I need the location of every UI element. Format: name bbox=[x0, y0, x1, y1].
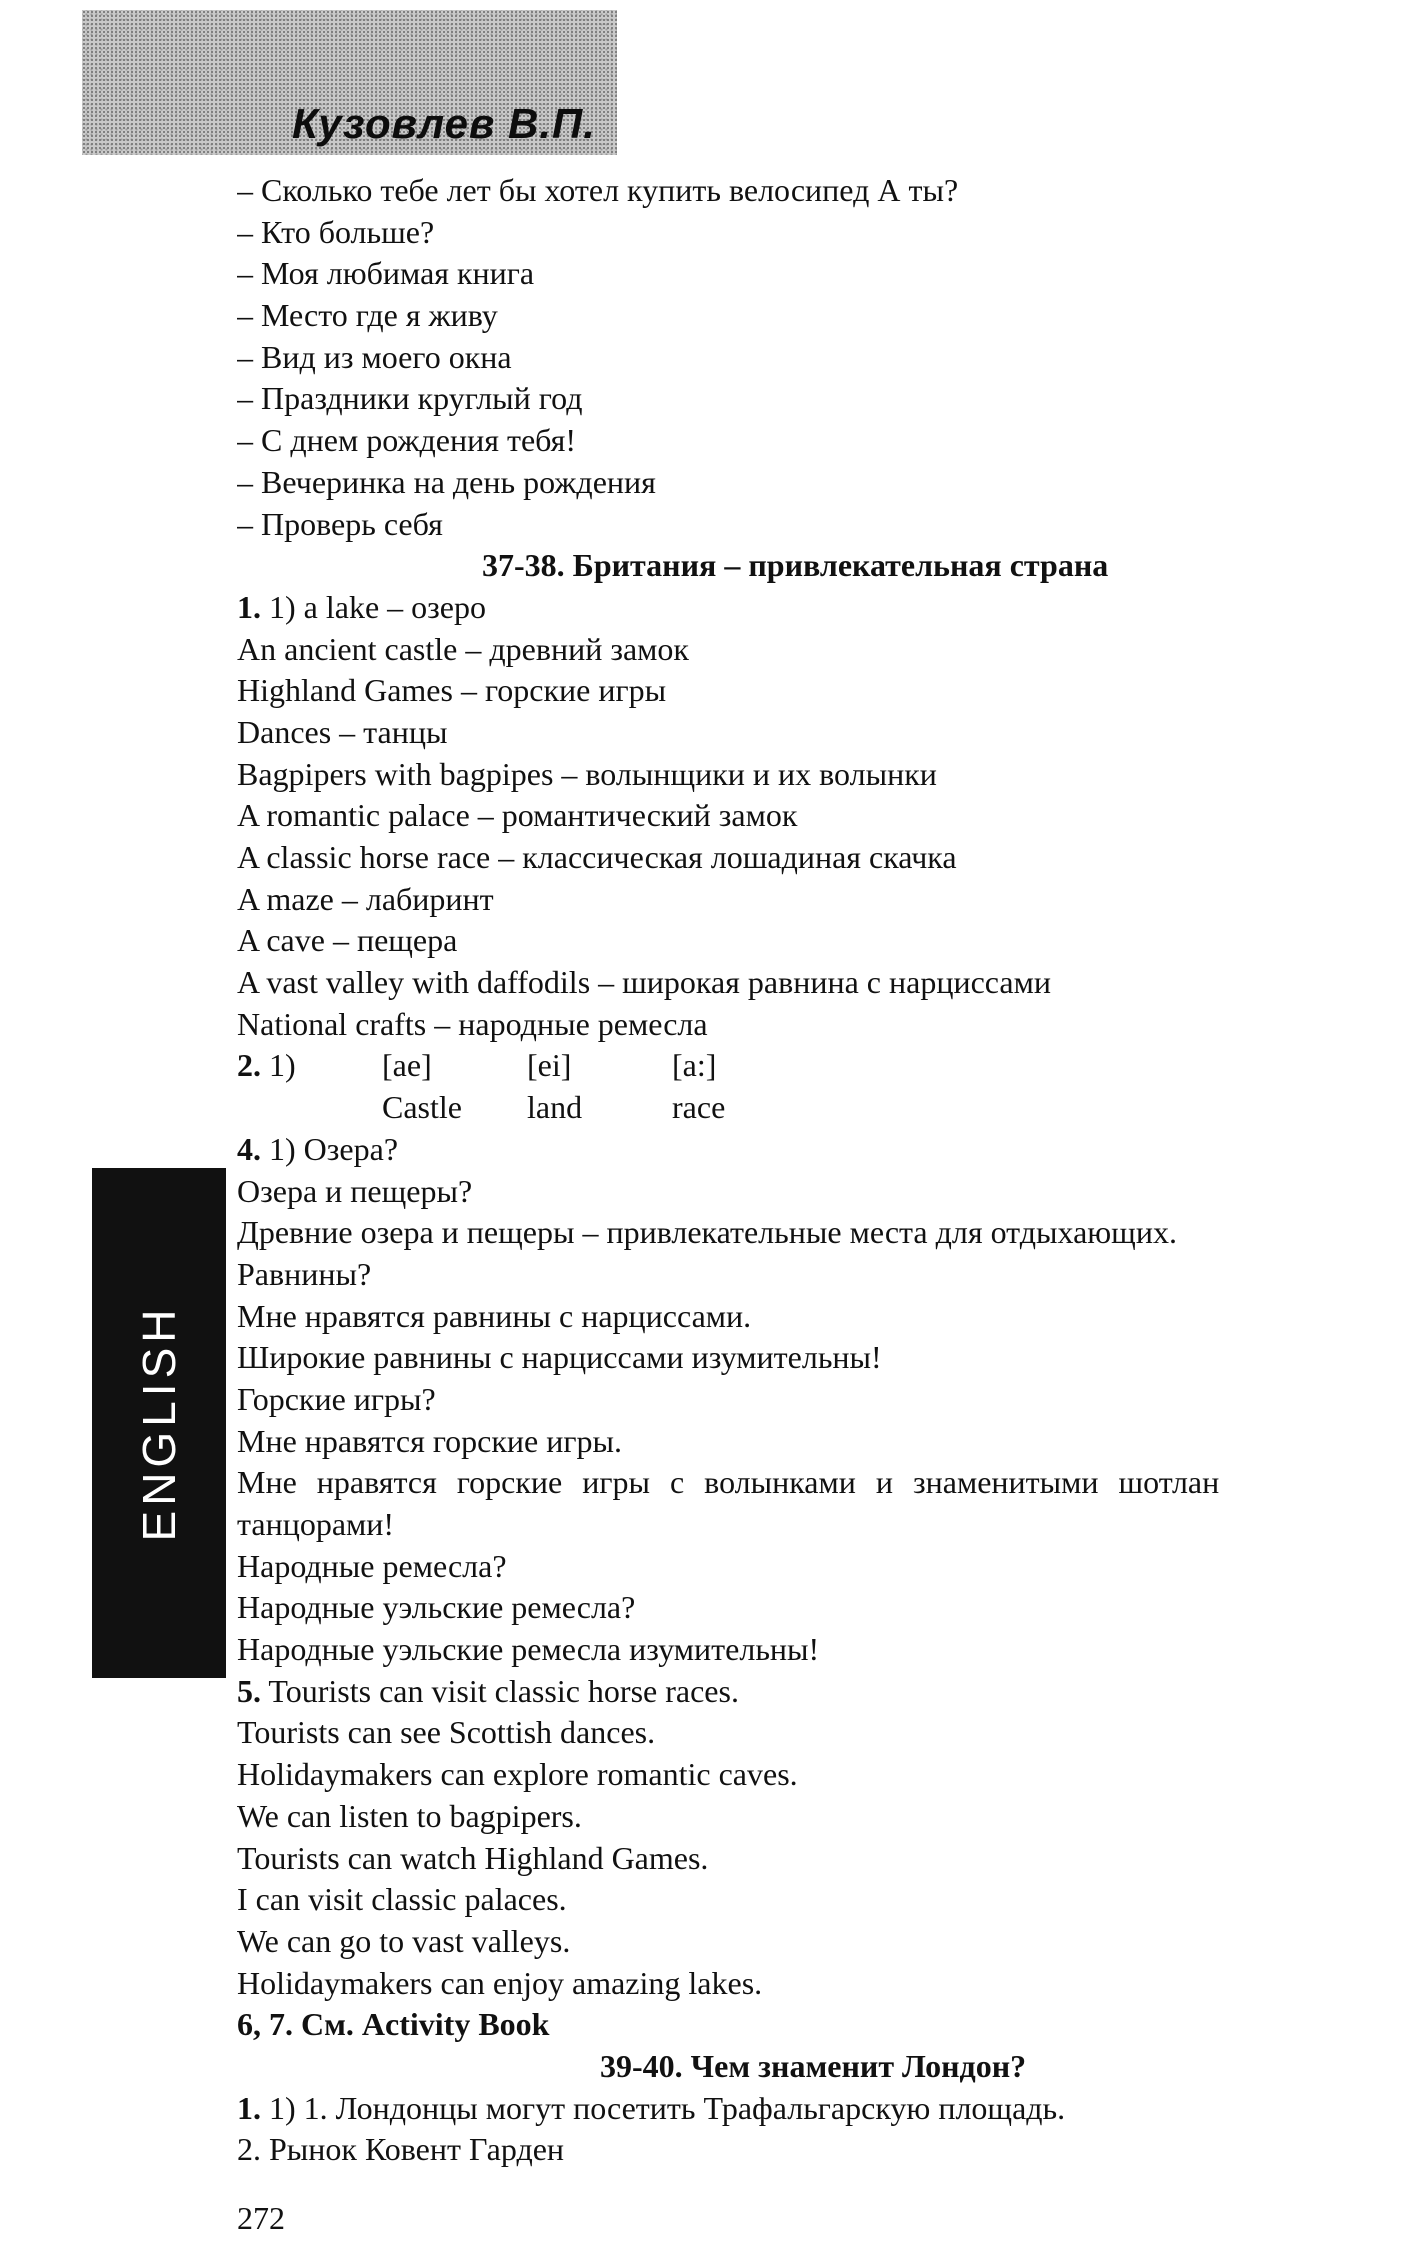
vocab-line: National crafts – народные ремесла bbox=[237, 1005, 708, 1042]
exercise-text: 1) Озера? bbox=[261, 1130, 399, 1167]
dialogue-line: Горские игры? bbox=[237, 1380, 436, 1417]
dialogue-line: Мне нравятся равнины с нарциссами. bbox=[237, 1297, 752, 1334]
phoneme-word: land bbox=[527, 1089, 583, 1126]
side-tab-label: ENGLISH bbox=[133, 1304, 185, 1542]
intro-line: – Место где я живу bbox=[237, 297, 498, 334]
exercise-5-first bbox=[237, 1671, 1337, 1713]
sentence-line: Holidaymakers can enjoy amazing lakes. bbox=[237, 1964, 763, 2001]
intro-line: – Кто больше? bbox=[237, 213, 435, 250]
dialogue-line: Озера и пещеры? bbox=[237, 1172, 473, 1209]
vocab-line: A romantic palace – романтический замок bbox=[237, 797, 798, 834]
header-band bbox=[82, 10, 617, 155]
sentence-line: I can visit classic palaces. bbox=[237, 1881, 567, 1918]
exercise-number: 2. bbox=[237, 1047, 261, 1084]
phoneme: [ei] bbox=[527, 1047, 572, 1084]
dialogue-line: Народные ремесла? bbox=[237, 1547, 507, 1584]
sentence-line: 2. Рынок Ковент Гарден bbox=[237, 2131, 565, 2168]
sentence-line: Tourists can see Scottish dances. bbox=[237, 1714, 656, 1751]
page-content bbox=[237, 170, 1337, 2171]
dialogue-line: танцорами! bbox=[237, 1506, 395, 1542]
section-heading: 39-40. Чем знаменит Лондон? bbox=[600, 2047, 1027, 2084]
exercise-6-7: 6, 7. См. Activity Book bbox=[237, 2006, 550, 2043]
intro-line: – С днем рождения тебя! bbox=[237, 422, 577, 459]
dialogue-line: Мне нравятся горские игры с волынками и знаменитыми шотлан bbox=[237, 1464, 1220, 1501]
dialogue-line: Равнины? bbox=[237, 1255, 372, 1292]
exercise-number: 4. bbox=[237, 1130, 261, 1167]
exercise-2-words bbox=[237, 1087, 1337, 1129]
dialogue-line: Мне нравятся горские игры. bbox=[237, 1422, 622, 1459]
exercise-2-phonemes bbox=[237, 1045, 1337, 1087]
exercise-1-first bbox=[237, 2088, 1337, 2130]
sentence-line: We can listen to bagpipers. bbox=[237, 1797, 582, 1834]
intro-line: – Вид из моего окна bbox=[237, 338, 512, 375]
exercise-subnumber: 1) bbox=[261, 1047, 296, 1084]
dialogue-line: Народные уэльские ремесла? bbox=[237, 1589, 636, 1626]
dialogue-line: Широкие равнины с нарциссами изумительны! bbox=[237, 1339, 882, 1376]
exercise-number: 1. bbox=[237, 588, 261, 625]
sentence-line: We can go to vast valleys. bbox=[237, 1922, 571, 1959]
intro-line: – Проверь себя bbox=[237, 505, 443, 542]
exercise-text: Tourists can visit classic horse races. bbox=[261, 1672, 739, 1709]
exercise-text: 1) a lake – озеро bbox=[261, 588, 486, 625]
exercise-text: 1) 1. Лондонцы могут посетить Трафальгарскую площадь. bbox=[261, 2089, 1066, 2126]
exercise-number: 1. bbox=[237, 2089, 261, 2126]
phoneme: [ae] bbox=[382, 1047, 432, 1084]
phoneme-word: race bbox=[672, 1089, 726, 1126]
intro-line: – Сколько тебе лет бы хотел купить велосипед А ты? bbox=[237, 172, 959, 208]
sentence-line: Holidaymakers can explore romantic caves. bbox=[237, 1756, 798, 1793]
dialogue-line: Древние озера и пещеры – привлекательные места для отдыхающих. bbox=[237, 1214, 1177, 1251]
intro-line: – Моя любимая книга bbox=[237, 255, 535, 292]
side-tab bbox=[92, 1168, 226, 1678]
vocab-line: Bagpipers with bagpipes – волынщики и их волынки bbox=[237, 755, 937, 792]
exercise-number: 5. bbox=[237, 1672, 261, 1709]
vocab-line: A classic horse race – классическая лошадиная скачка bbox=[237, 839, 957, 875]
intro-line: – Вечеринка на день рождения bbox=[237, 463, 656, 500]
vocab-line: Highland Games – горские игры bbox=[237, 672, 667, 709]
header-author: Кузовлев В.П. bbox=[292, 100, 596, 147]
phoneme-word: Castle bbox=[382, 1089, 462, 1126]
vocab-line: A maze – лабиринт bbox=[237, 880, 494, 917]
intro-line: – Праздники круглый год bbox=[237, 380, 583, 417]
page-number: 272 bbox=[237, 2200, 285, 2236]
section-heading: 37-38. Британия – привлекательная страна bbox=[482, 547, 1109, 584]
sentence-line: Tourists can watch Highland Games. bbox=[237, 1839, 709, 1876]
dialogue-line: Народные уэльские ремесла изумительны! bbox=[237, 1631, 820, 1668]
vocab-line: An ancient castle – древний замок bbox=[237, 630, 689, 667]
vocab-line: A cave – пещера bbox=[237, 922, 458, 959]
vocab-line: Dances – танцы bbox=[237, 713, 448, 750]
exercise-1-first bbox=[237, 587, 1337, 629]
phoneme: [a:] bbox=[672, 1047, 717, 1084]
vocab-line: A vast valley with daffodils – широкая равнина с нарциссами bbox=[237, 964, 1051, 1001]
exercise-4-first bbox=[237, 1129, 1337, 1171]
